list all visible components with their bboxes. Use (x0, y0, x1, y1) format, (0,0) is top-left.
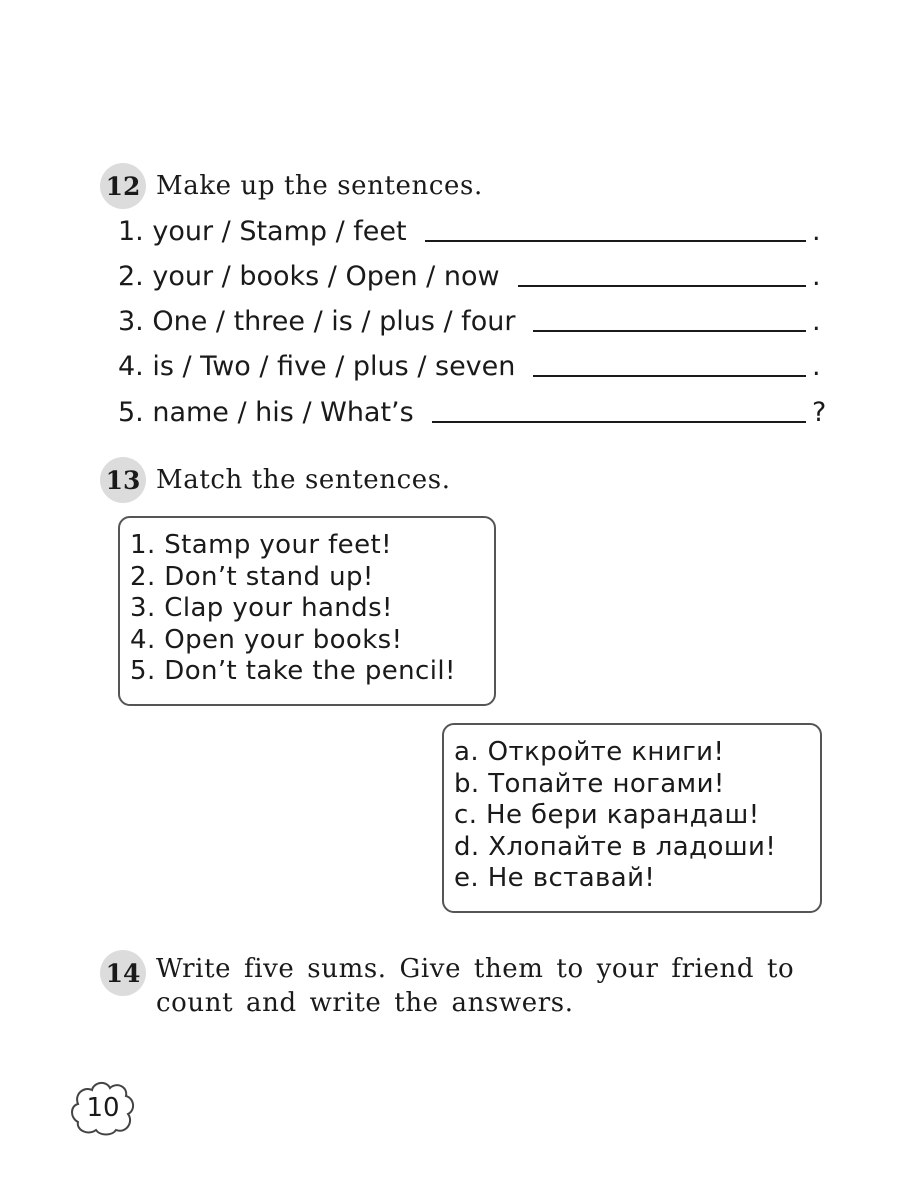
answer-line[interactable] (533, 375, 806, 377)
scrambled-words: 5. name / his / What’s (118, 397, 414, 428)
russian-sentence: e. Не вставай! (454, 863, 656, 893)
task-title: Match the sentences. (156, 465, 451, 495)
russian-sentence: b. Топайте ногами! (454, 768, 725, 799)
answer-line[interactable] (425, 240, 806, 242)
answer-line[interactable] (432, 421, 806, 423)
task-title: Make up the sentences. (156, 171, 483, 201)
end-punctuation: . (812, 351, 821, 382)
russian-sentence: a. Откройте книги! (454, 737, 725, 767)
end-punctuation: ? (812, 397, 827, 428)
scrambled-words: 4. is / Two / five / plus / seven (118, 351, 516, 382)
task-13-header (100, 457, 451, 503)
english-sentence: 4. Open your books! (130, 624, 403, 655)
task-number-badge: 14 (100, 950, 146, 996)
answer-line[interactable] (518, 285, 806, 287)
english-sentences-box (118, 516, 496, 706)
sentence-row (118, 395, 827, 431)
russian-sentence: d. Хлопайте в ладоши! (454, 831, 777, 862)
end-punctuation: . (812, 216, 821, 247)
scrambled-words: 1. your / Stamp / feet (118, 216, 407, 247)
end-punctuation: . (812, 306, 821, 337)
russian-sentences-box (442, 723, 822, 913)
end-punctuation: . (812, 261, 821, 292)
task-title: Write five sums. Give them to your friend to count and write the answers. (156, 954, 795, 1018)
page-number-text: 10 (86, 1093, 120, 1123)
english-sentence: 2. Don’t stand up! (130, 561, 374, 592)
english-sentence: 3. Clap your hands! (130, 593, 393, 623)
sentence-row (118, 259, 824, 295)
sentence-row (118, 214, 824, 250)
english-sentence: 1. Stamp your feet! (130, 530, 392, 560)
russian-sentence: c. Не бери карандаш! (454, 800, 760, 830)
sentence-row (118, 304, 824, 340)
task-number-badge: 13 (100, 457, 146, 503)
sentence-row (118, 349, 824, 385)
task-12-header (100, 163, 483, 209)
scrambled-words: 3. One / three / is / plus / four (118, 306, 516, 337)
answer-line[interactable] (533, 330, 806, 332)
scrambled-words: 2. your / books / Open / now (118, 261, 500, 292)
english-sentence: 5. Don’t take the pencil! (130, 656, 456, 686)
page-number (70, 1080, 136, 1136)
task-number-badge: 12 (100, 163, 146, 209)
